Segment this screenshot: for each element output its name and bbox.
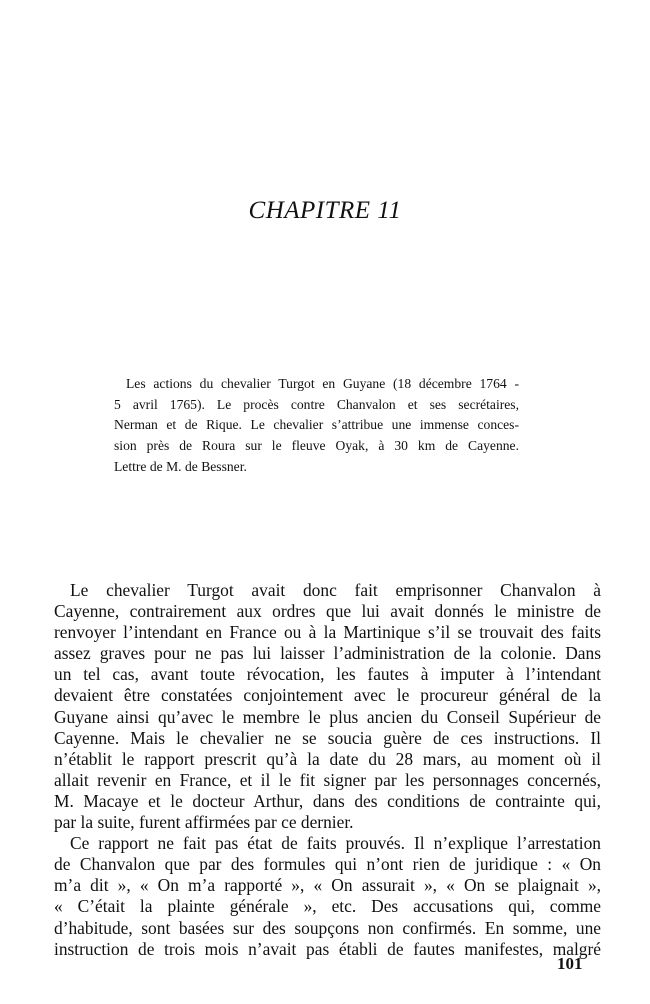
summary-line: Nerman et de Rique. Le chevalier s’attribue une immense conces- bbox=[114, 417, 519, 433]
body-line: assez graves pour ne pas lui laisser l’administration de la colonie. Dans bbox=[54, 643, 601, 664]
page-number: 101 bbox=[557, 954, 583, 973]
body-line: devaient être constatées conjointement avec le procureur général de la bbox=[54, 685, 601, 706]
body-line: Cayenne. Mais le chevalier ne se soucia guère de ces instructions. Il bbox=[54, 727, 601, 748]
body-line: Le chevalier Turgot avait donc fait emprisonner Chanvalon à bbox=[70, 580, 601, 600]
body-line: renvoyer l’intendant en France ou à la Martinique s’il se trouvait des faits bbox=[54, 622, 601, 643]
body-line: n’établit le rapport prescrit qu’à la date du 28 mars, au moment où il bbox=[54, 748, 601, 769]
body-line: M. Macaye et le docteur Arthur, dans des conditions de contrainte qui, bbox=[54, 790, 601, 811]
body-line: m’a dit », « On m’a rapporté », « On assurait », « On se plaignait », bbox=[54, 875, 601, 896]
body-line: Guyane ainsi qu’avec le membre le plus ancien du Conseil Supérieur de bbox=[54, 706, 601, 727]
summary-line: Les actions du chevalier Turgot en Guyane (18 décembre 1764 - bbox=[126, 376, 519, 391]
summary-line: sion près de Roura sur le fleuve Oyak, à 30 km de Cayenne. bbox=[114, 438, 519, 454]
body-line: Ce rapport ne fait pas état de faits prouvés. Il n’explique l’arrestation bbox=[70, 833, 601, 854]
body-text bbox=[54, 580, 601, 960]
summary-line: 5 avril 1765). Le procès contre Chanvalon et ses secrétaires, bbox=[114, 396, 519, 412]
body-line: de Chanvalon que par des formules qui n’ont rien de juridique : « On bbox=[54, 854, 601, 875]
body-line: d’habitude, sont basées sur des soupçons non confirmés. En somme, une bbox=[54, 917, 601, 938]
body-line: allait revenir en France, et il le fit signer par les personnages concernés, bbox=[54, 769, 601, 790]
body-line: instruction de trois mois n’avait pas établi de fautes manifestes, malgré bbox=[54, 938, 601, 959]
body-line: par la suite, furent affirmées par ce dernier. bbox=[54, 812, 354, 833]
body-line: un tel cas, avant toute révocation, les fautes à imputer à l’intendant bbox=[54, 664, 601, 685]
chapter-summary bbox=[114, 374, 519, 478]
summary-line: Lettre de M. de Bessner. bbox=[114, 458, 247, 474]
chapter-title: CHAPITRE 11 bbox=[248, 197, 402, 224]
body-line: Cayenne, contrairement aux ordres que lui avait donnés le ministre de bbox=[54, 601, 601, 622]
body-line: « C’était la plainte générale », etc. Des accusations qui, comme bbox=[54, 896, 601, 917]
